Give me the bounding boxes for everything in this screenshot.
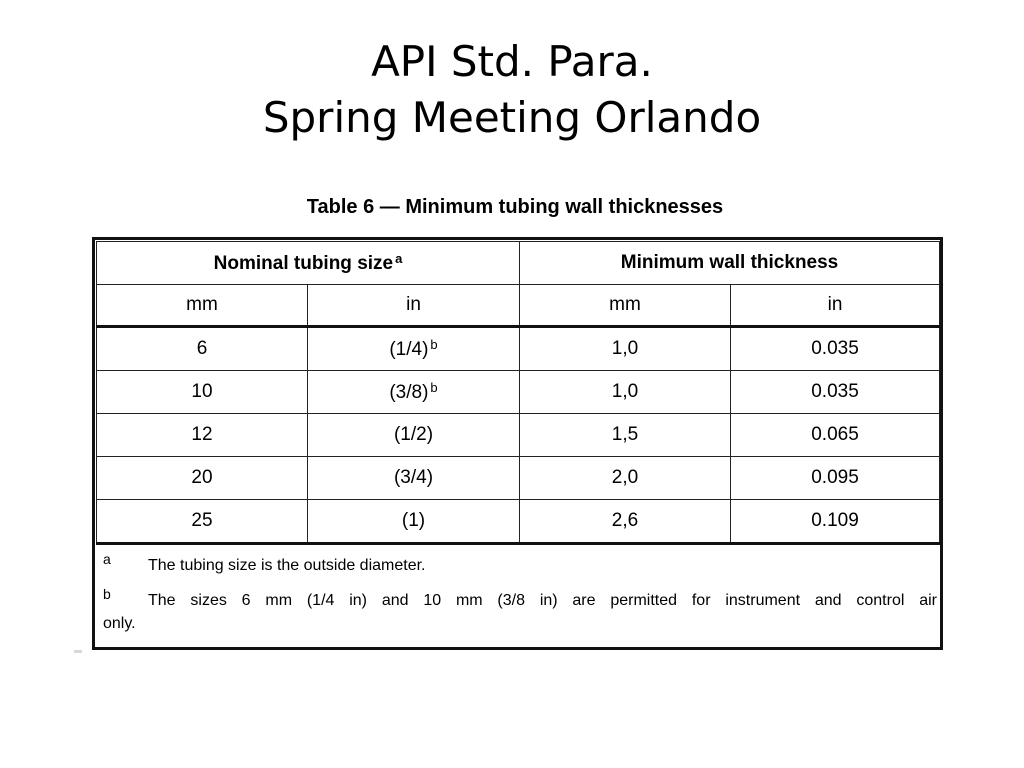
footnote-a (103, 551, 937, 576)
unit-header-size-in: in (308, 285, 520, 327)
cell-size-in: (1/2) (308, 414, 520, 457)
table-row (97, 371, 940, 414)
unit-header-wall-mm: mm (520, 285, 731, 327)
slide-title-line1: API Std. Para. (371, 37, 653, 86)
slide-title-line2: Spring Meeting Orlando (262, 93, 762, 142)
cell-wall-in: 0.109 (731, 500, 940, 544)
cell-wall-in: 0.035 (731, 371, 940, 414)
wall-thickness-table (96, 241, 940, 545)
table-row (97, 500, 940, 544)
cell-wall-mm: 1,0 (520, 327, 731, 371)
nominal-size-header: Nominal tubing size $^a$ (97, 242, 520, 285)
cell-wall-in: 0.035 (731, 327, 940, 371)
table-frame (92, 237, 943, 650)
min-wall-header: Minimum wall thickness (520, 242, 940, 285)
scan-artifact (74, 650, 82, 653)
cell-size-in: (3/4) (308, 457, 520, 500)
cell-wall-in: 0.095 (731, 457, 940, 500)
cell-size-mm: 12 (97, 414, 308, 457)
footnote-text-continued: only. (103, 615, 136, 632)
footnote-mark: b (103, 586, 111, 602)
cell-size-in: (1) (308, 500, 520, 544)
cell-size-mm: 10 (97, 371, 308, 414)
footnote-text: The sizes 6 mm (1/4 in) and 10 mm (3/8 in) are permitted for instrument and control air (148, 592, 937, 609)
cell-size-mm: 25 (97, 500, 308, 544)
cell-size-mm: 6 (97, 327, 308, 371)
unit-header-wall-in: in (731, 285, 940, 327)
slide-title (0, 34, 1024, 146)
cell-wall-mm: 1,5 (520, 414, 731, 457)
table-footnotes (103, 551, 937, 650)
cell-wall-mm: 1,0 (520, 371, 731, 414)
unit-header-size-mm: mm (97, 285, 308, 327)
table-row (97, 457, 940, 500)
footnote-ref-a: a (395, 251, 403, 266)
table-row (97, 327, 940, 371)
cell-wall-mm: 2,6 (520, 500, 731, 544)
cell-wall-in: 0.065 (731, 414, 940, 457)
footnote-text: The tubing size is the outside diameter. (148, 557, 426, 574)
table-row (97, 414, 940, 457)
cell-size-in: (3/8) $^b$ (308, 371, 520, 414)
cell-size-mm: 20 (97, 457, 308, 500)
footnote-mark: a (103, 551, 111, 567)
cell-wall-mm: 2,0 (520, 457, 731, 500)
footnote-b (103, 586, 937, 634)
table-caption: Table 6 — Minimum tubing wall thicknesses (306, 196, 724, 218)
cell-size-in: (1/4) $^b$ (308, 327, 520, 371)
